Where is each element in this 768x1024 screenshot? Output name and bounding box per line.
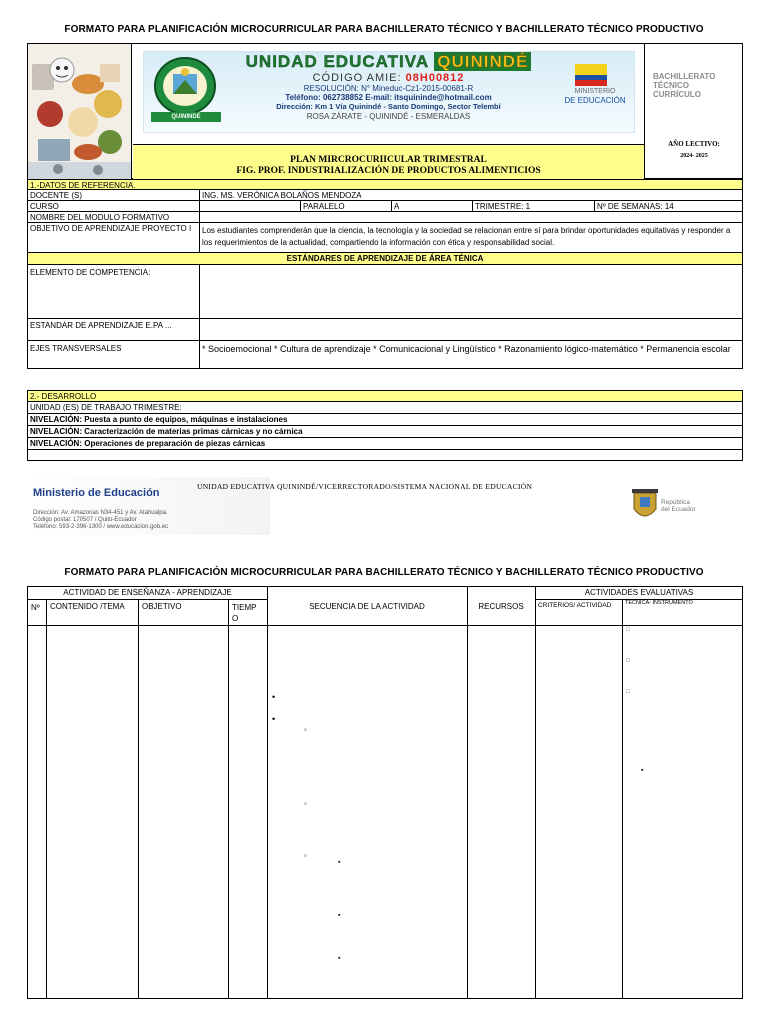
estandar-label: ESTANDAR DE APRENDIZAJE E.PA ... — [30, 321, 172, 330]
paralelo-value: A — [394, 202, 400, 211]
col-secuencia: SECUENCIA DE LA ACTIVIDAD — [309, 602, 425, 611]
blank-row — [27, 450, 743, 461]
address-text: Dirección: Km 1 Vía Quinindé - Santo Domingo, Sector Telembí — [276, 102, 501, 111]
ejes-value: * Socioemocional * Cultura de aprendizaje * Comunicacional y Lingüístico * Razonamiento lógico-matemático * Permanencia escolar — [202, 344, 731, 354]
estandares-header — [27, 253, 743, 265]
modulo-row — [27, 212, 743, 223]
ejes-row — [27, 341, 743, 369]
square-bullet-icon: ▪ — [641, 767, 644, 774]
square-bullet-icon: ▪ — [338, 859, 341, 866]
plan-title-line2: FIG. PROF. INDUSTRIALIZACIÓN DE PRODUCTOS ALIMENTICIOS — [236, 166, 541, 176]
unidad-label: UNIDAD (ES) DE TRABAJO TRIMESTRE: — [30, 403, 182, 412]
circle-bullet-icon: ◦ — [304, 725, 307, 734]
col-tiempo: TIEMPO — [232, 603, 257, 623]
amie-code: 08H00812 — [405, 72, 465, 84]
page-title: FORMATO PARA PLANIFICACIÓN MICROCURRICULAR PARA BACHILLERATO TÉCNICO Y BACHILLERATO TÉCNICO PRODUCTIVO — [64, 24, 704, 35]
nivelacion-row-2 — [27, 426, 743, 438]
year-label: AÑO LECTIVO: — [668, 140, 720, 148]
republica-line1: República — [661, 499, 690, 506]
footer-center-text: UNIDAD EDUCATIVA QUININDÉ/VICERRECTORADO/SISTEMA NACIONAL DE EDUCACIÓN — [197, 482, 533, 491]
republica-text — [661, 499, 696, 513]
bullet-icon: • — [272, 714, 276, 724]
footer-addr2: Código postal: 170507 / Quito-Ecuador — [33, 517, 137, 523]
nivelacion-row-3 — [27, 438, 743, 450]
col-contenido: CONTENIDO /TEMA — [50, 602, 125, 611]
paralelo-label: PARALELO — [303, 202, 345, 211]
bachillerato-label — [653, 72, 715, 99]
resolution-text: RESOLUCIÓN: N° Mineduc-Cz1-2015-00681-R — [303, 84, 474, 93]
curso-label: CURSO — [30, 202, 59, 211]
circle-bullet-icon: ◦ — [304, 799, 307, 808]
bullet-icon: • — [272, 692, 276, 702]
semanas-label: Nº DE SEMANAS: 14 — [597, 202, 674, 211]
checkbox-icon: □ — [626, 627, 630, 633]
docente-value: ING. MS. VERÓNICA BOLAÑOS MENDOZA — [202, 191, 362, 200]
unidad-row — [27, 402, 743, 414]
academic-year — [645, 138, 743, 162]
ecuador-flag-icon — [575, 64, 607, 86]
modulo-label: NOMBRE DEL MODULO FORMATIVO — [30, 213, 170, 222]
plan-title-line1: PLAN MIRCROCURIICULAR TRIMESTRAL — [290, 155, 487, 165]
circle-bullet-icon: ◦ — [304, 851, 307, 860]
republica-line2: del Ecuador — [661, 506, 696, 513]
square-bullet-icon: ▪ — [338, 912, 341, 919]
checkbox-icon: □ — [626, 658, 630, 664]
section-1-header — [27, 179, 743, 190]
bachillerato-box — [644, 44, 743, 179]
nivelacion-label: NIVELACIÓN: — [30, 427, 82, 436]
amie-label: CÓDIGO AMIE: — [312, 72, 402, 84]
footer-address — [33, 510, 168, 531]
section-1-label: 1.-DATOS DE REFERENCIA. — [30, 181, 136, 189]
activities-table — [27, 586, 743, 999]
school-name-part1: UNIDAD EDUCATIVA — [245, 52, 429, 71]
col-objetivo: OBJETIVO — [142, 602, 182, 611]
elemento-row — [27, 265, 743, 319]
estandares-label: ESTÁNDARES DE APRENDIZAJE DE ÁREA TÉNICA — [286, 254, 484, 263]
bachillerato-line2: TÉCNICO — [653, 81, 689, 90]
docente-label: DOCENTE (S) — [30, 191, 82, 200]
curso-row — [27, 201, 743, 212]
location-text: ROSA ZÁRATE - QUININDÉ - ESMERALDAS — [306, 112, 471, 121]
ministry-line1: MINISTERIO — [574, 88, 616, 95]
food-collage-image — [28, 44, 132, 179]
nivelacion-value: Caracterización de materias primas cárnicas y no cárnica — [84, 427, 303, 436]
section-2-header — [27, 390, 743, 402]
section-2-label: 2.- DESARROLLO — [30, 392, 97, 401]
nivelacion-label: NIVELACIÓN: — [30, 415, 82, 424]
ejes-label: EJES TRANSVERSALES — [30, 344, 122, 353]
year-value: 2024- 2025 — [680, 153, 708, 159]
nivelacion-value: Operaciones de preparación de piezas cárnicas — [84, 439, 266, 448]
footer-addr1: Dirección: Av. Amazonas N34-451 y Av. Atahualpa. — [33, 510, 168, 516]
col-recursos: RECURSOS — [478, 602, 524, 611]
plan-title — [133, 144, 644, 179]
ministry-line2: DE EDUCACIÓN — [564, 96, 626, 105]
footer-ministry: Ministerio de Educación — [33, 487, 160, 499]
nivelacion-row-1 — [27, 414, 743, 426]
square-bullet-icon: ▪ — [338, 955, 341, 962]
group-ensenanza: ACTIVIDAD DE ENSEÑANZA - APRENDIZAJE — [63, 588, 232, 597]
header-block — [27, 43, 743, 179]
col-n: Nº — [31, 603, 40, 612]
phone-email-text: Teléfono: 062738852 E-mail: itsquininde@hotmail.com — [285, 93, 492, 102]
bachillerato-line3: CURRÍCULO — [653, 90, 701, 99]
objetivo-row — [27, 223, 743, 253]
objetivo-label: OBJETIVO DE APRENDIZAJE PROYECTO I — [30, 224, 192, 233]
page-2-title: FORMATO PARA PLANIFICACIÓN MICROCURRICULAR PARA BACHILLERATO TÉCNICO Y BACHILLERATO TÉCNICO PRODUCTIVO — [64, 567, 704, 578]
coat-of-arms-icon — [632, 489, 658, 523]
group-evaluativas: ACTIVIDADES EVALUATIVAS — [584, 588, 694, 597]
nivelacion-value: Puesta a punto de equipos, máquinas e instalaciones — [84, 415, 288, 424]
republica-logo — [628, 489, 708, 527]
trimestre-label: TRIMESTRE: 1 — [475, 202, 531, 211]
checkbox-icon: □ — [626, 689, 630, 695]
footer-addr3: Teléfono: 593-2-396-1300 / www.educacion.gob.ec — [33, 524, 169, 530]
school-name-part2: QUININDÉ — [434, 52, 531, 71]
school-banner — [133, 44, 644, 144]
nivelacion-label: NIVELACIÓN: — [30, 439, 82, 448]
col-criterios: CRITERIOS/ ACTIVIDAD — [538, 602, 612, 609]
ministry-logo — [553, 64, 637, 112]
bachillerato-line1: BACHILLERATO — [653, 72, 716, 81]
crest-ribbon: QUININDÉ — [151, 112, 221, 122]
elemento-label: ELEMENTO DE COMPETENCIA: — [30, 268, 151, 277]
col-tecnica: TÉCNICA- INSTRUMENTO — [625, 600, 693, 606]
objetivo-value: Los estudiantes comprenderán que la ciencia, la tecnología y la sociedad se relacionan entre sí para brindar oportunidades equitativas y responder a los requerimientos de la actualidad, compartiendo la información con ética y responsabilidad social. — [202, 226, 731, 247]
docente-row — [27, 190, 743, 201]
estandar-row — [27, 319, 743, 341]
